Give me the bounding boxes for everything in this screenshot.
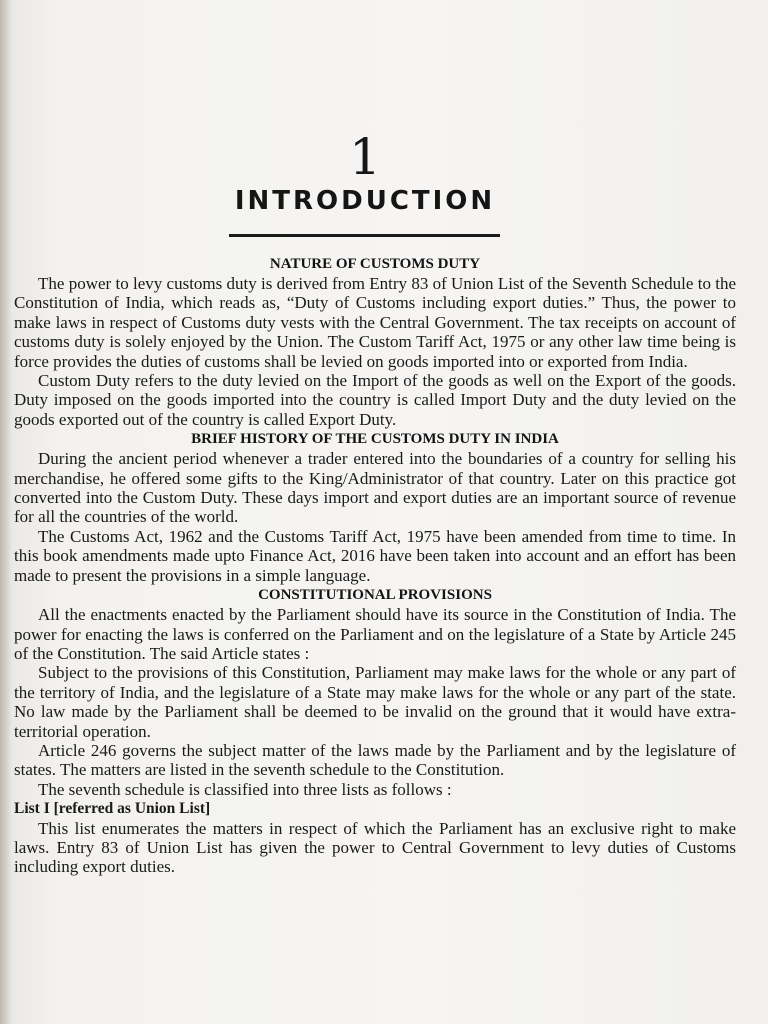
chapter-title: INTRODUCTION (234, 186, 496, 216)
list-one-heading: List I [referred as Union List] (14, 800, 211, 818)
body-text (14, 254, 736, 877)
section-heading-history: BRIEF HISTORY OF THE CUSTOMS DUTY IN INDIA (191, 431, 559, 448)
paragraph: The Customs Act, 1962 and the Customs Tariff Act, 1975 have been amended from time to time. In this book amendments made upto Finance Act, 2016 have been taken into account and an effort has been made to present the provisions in a simple language. (14, 526, 736, 585)
section-heading-constitutional: CONSTITUTIONAL PROVISIONS (258, 587, 492, 604)
section-heading-nature: NATURE OF CUSTOMS DUTY (269, 256, 481, 272)
paragraph: Article 246 governs the subject matter of the laws made by the Parliament and by the legislature of states. The matters are listed in the seventh schedule to the Constitution. (14, 740, 736, 780)
paragraph: The power to levy customs duty is derived from Entry 83 of Union List of the Seventh Schedule to the Constitution of India, which reads as, “Duty of Customs including export duties.” Thus, the power to make laws in respect of Customs duty vests with the Central Government. The tax receipts on account of customs duty is solely enjoyed by the Union. The Custom Tariff Act, 1975 or any other law time being is force provides the duties of customs shall be levied on goods imported into or exported from India. (14, 274, 736, 371)
paragraph: During the ancient period whenever a trader entered into the boundaries of a country for selling his merchandise, he offered some gifts to the King/Administrator of that country. Later on this practice got converted into the Custom Duty. These days import and export duties are an important source of revenue for all the countries of the world. (14, 449, 736, 527)
paragraph: Custom Duty refers to the duty levied on the Import of the goods as well on the Export of the goods. Duty imposed on the goods imported into the country is called Import Duty and the duty levied on the goods exported out of the country is called Export Duty. (14, 371, 736, 429)
paragraph: Subject to the provisions of this Constitution, Parliament may make laws for the whole or any part of the territory of India, and the legislature of a State may make laws for the whole or any part of the state. No law made by the Parliament shall be deemed to be invalid on the ground that it would have extra-territorial operation. (14, 663, 736, 741)
paragraph: The seventh schedule is classified into three lists as follows : (38, 779, 452, 799)
title-rule (229, 234, 500, 237)
paragraph: All the enactments enacted by the Parliament should have its source in the Constitution of India. The power for enacting the laws is conferred on the Parliament and on the legislature of a State by Article 245 of the Constitution. The said Article states : (14, 605, 736, 663)
chapter-number: 1 (349, 128, 381, 186)
paragraph: This list enumerates the matters in respect of which the Parliament has an exclusive right to make laws. Entry 83 of Union List has given the power to Central Government to levy duties of Customs including export duties. (14, 818, 736, 877)
